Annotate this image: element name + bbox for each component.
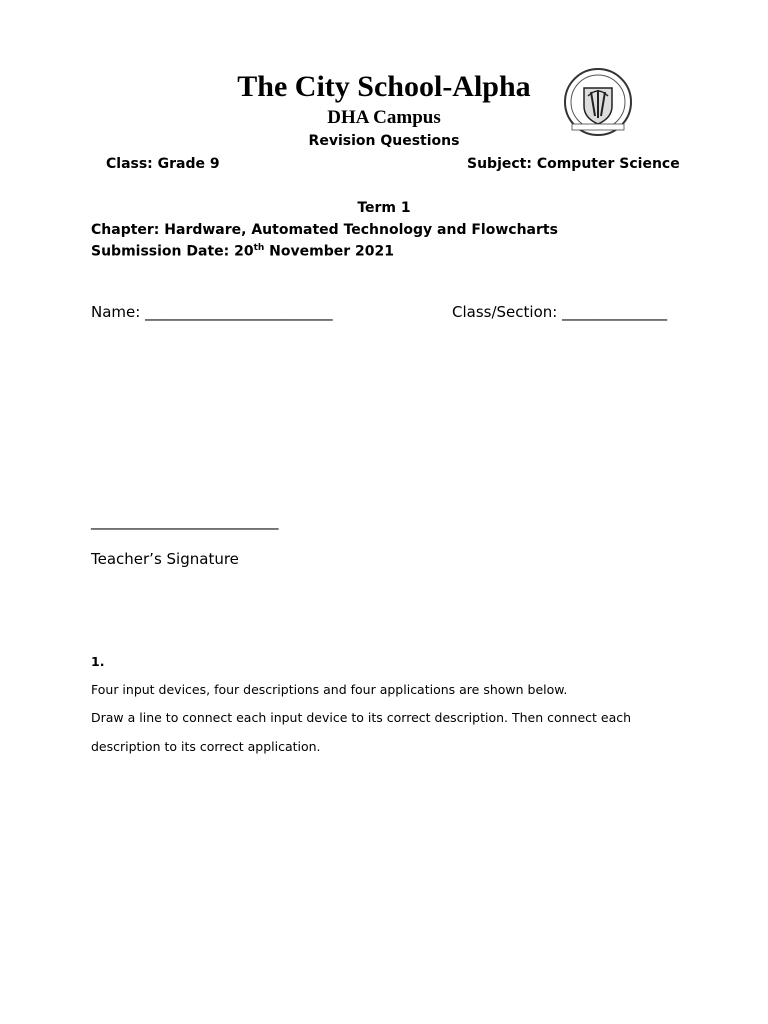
name-label: Name:	[91, 303, 146, 321]
class-section-label: Class/Section:	[452, 303, 563, 321]
school-crest-icon	[562, 66, 634, 138]
name-blank[interactable]: _________________________	[145, 303, 333, 321]
question-text-line2: Draw a line to connect each input device to its correct description. Then connect each	[91, 710, 632, 725]
question-text-line1: Four input devices, four descriptions and four applications are shown below.	[91, 682, 568, 697]
submission-date-ordinal: th	[253, 243, 265, 253]
campus-name: DHA Campus	[327, 107, 441, 128]
question-text-line3: description to its correct application.	[91, 739, 321, 754]
class-section-blank[interactable]: ______________	[562, 303, 668, 321]
document-type: Revision Questions	[308, 133, 460, 149]
school-name: The City School-Alpha	[237, 70, 531, 103]
class-section-field[interactable]	[452, 303, 667, 321]
name-field[interactable]	[91, 303, 333, 321]
chapter-label: Chapter: Hardware, Automated Technology and Flowcharts	[91, 222, 558, 238]
term-label: Term 1	[357, 200, 411, 216]
class-label: Class: Grade 9	[106, 156, 220, 172]
signature-line: _________________________	[91, 512, 279, 530]
submission-date-prefix: Submission Date: 20	[91, 243, 254, 260]
submission-date	[91, 243, 394, 260]
subject-label: Subject: Computer Science	[467, 156, 680, 172]
question-number: 1.	[91, 654, 105, 669]
signature-label: Teacher’s Signature	[91, 550, 239, 568]
submission-date-suffix: November 2021	[264, 243, 394, 260]
